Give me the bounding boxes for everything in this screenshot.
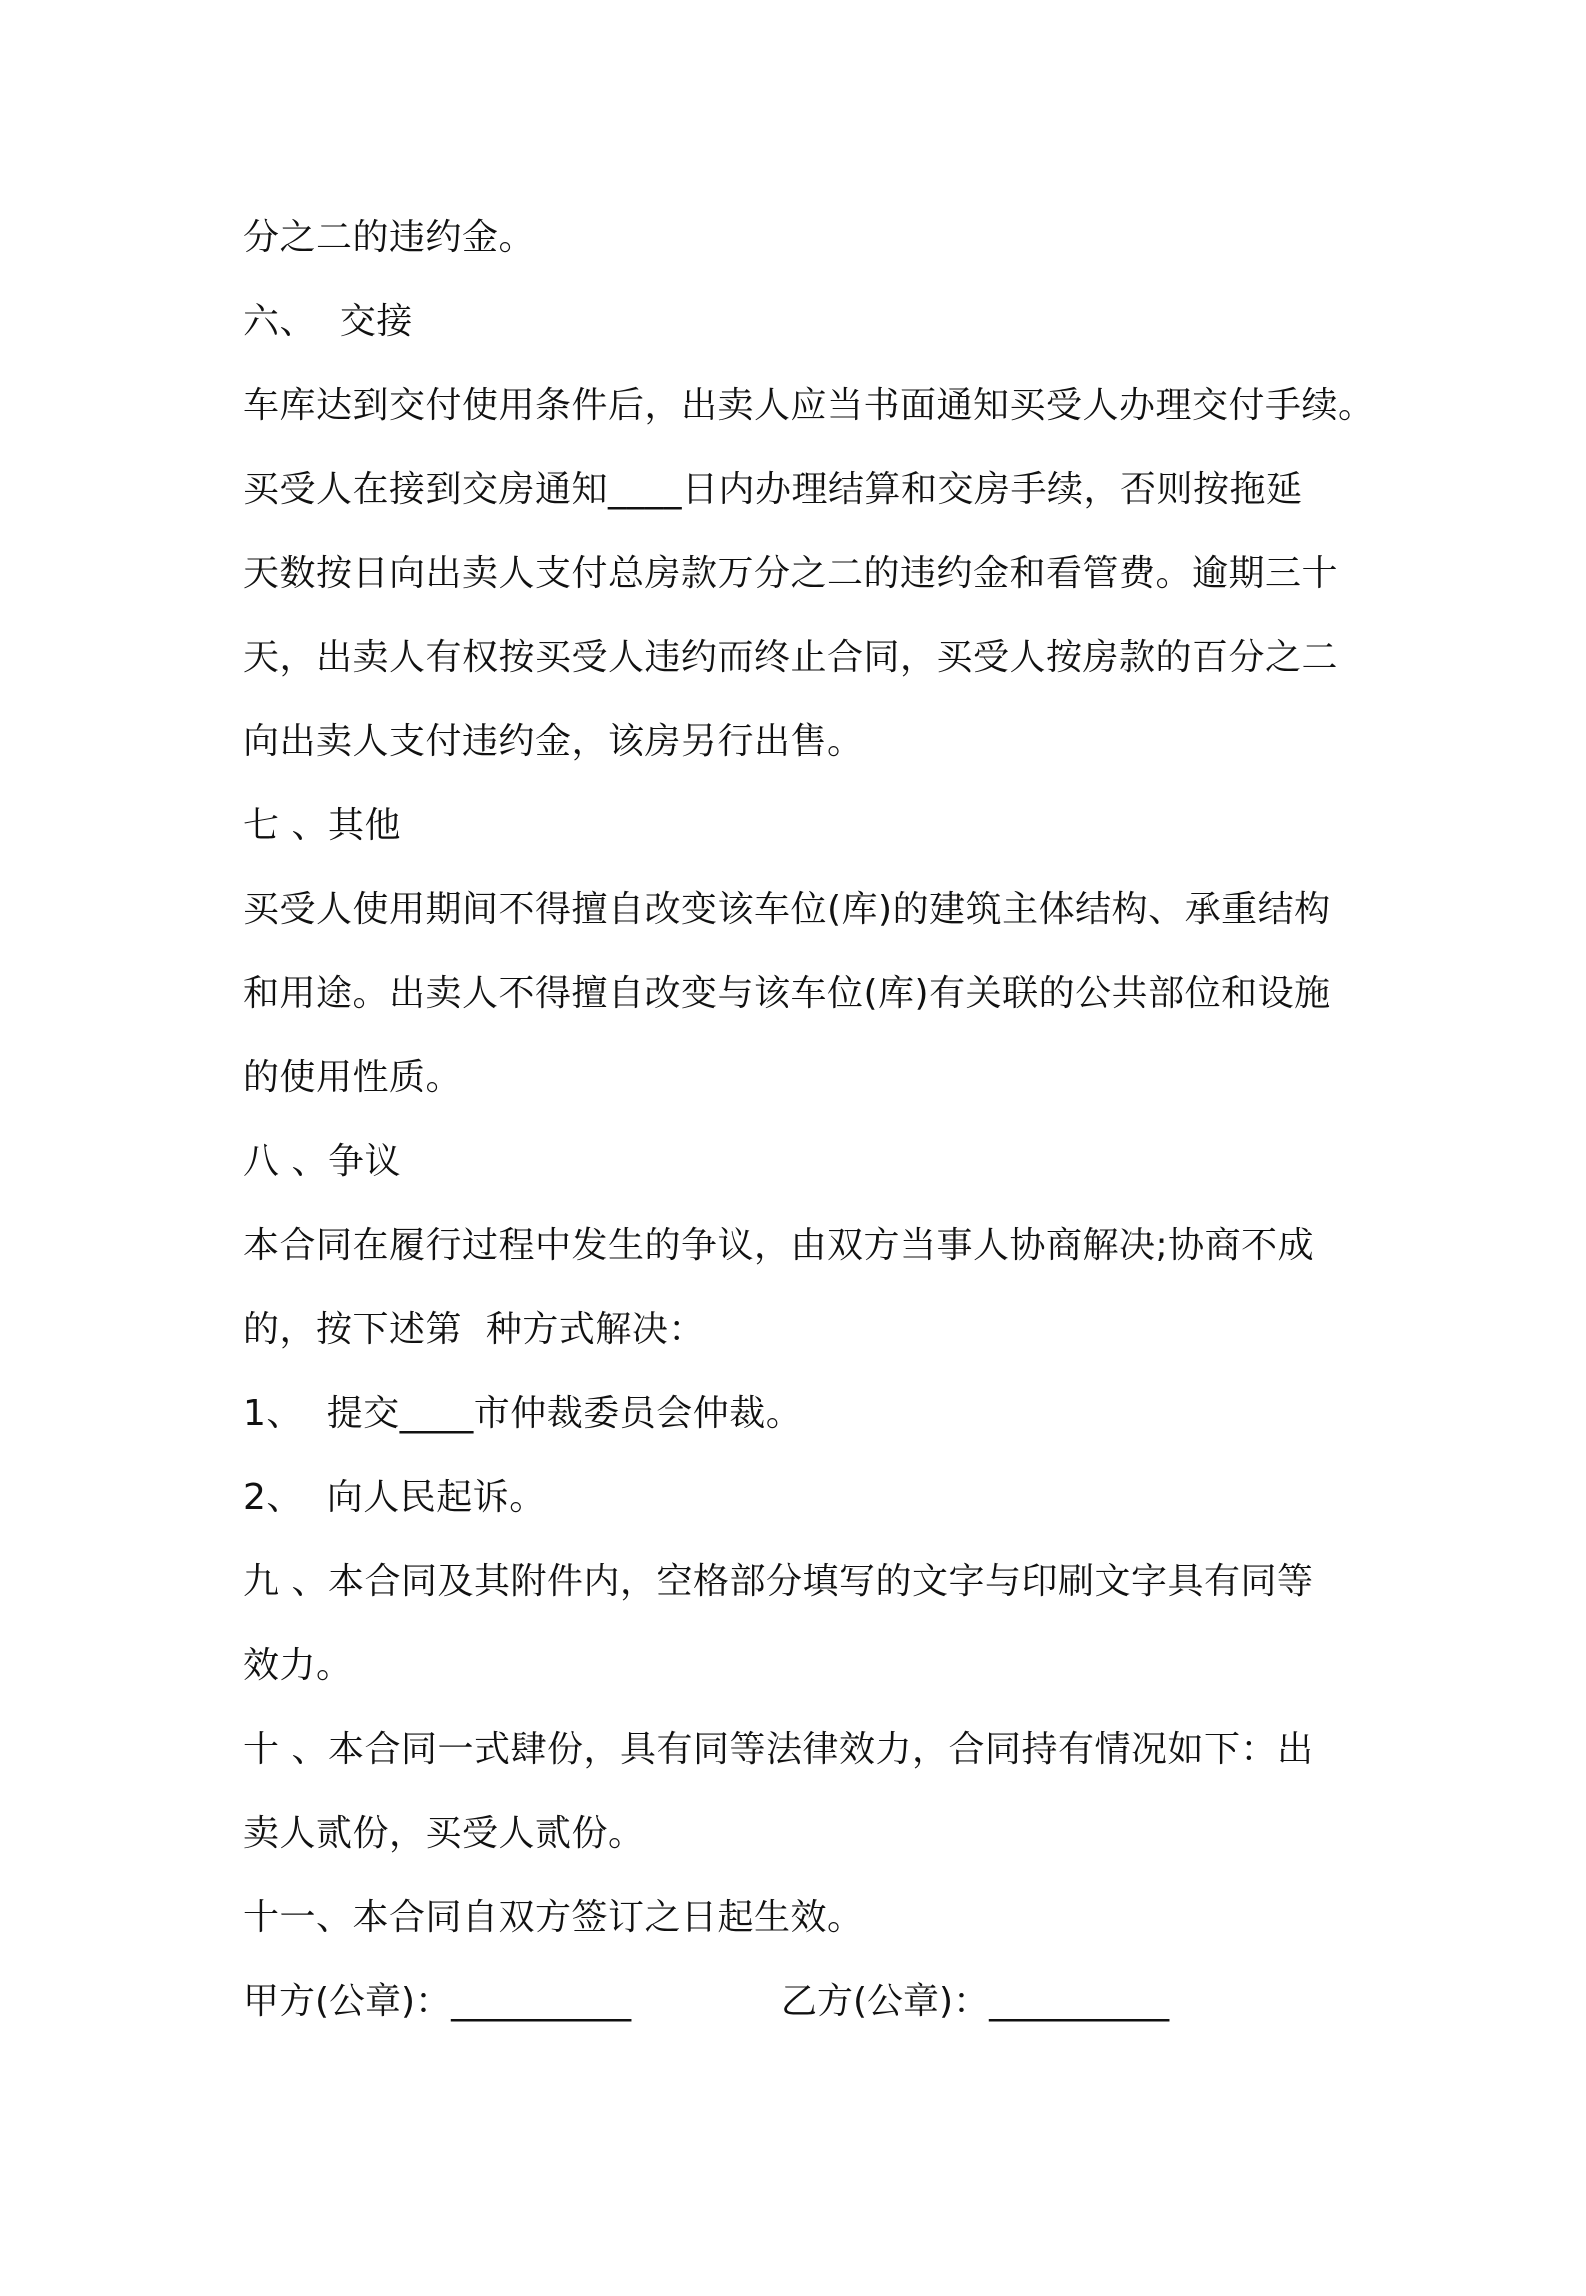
- text-line: 本合同在履行过程中发生的争议，由双方当事人协商解决;协商不成: [243, 1225, 1315, 1266]
- section-heading-dispute: 八 、争议: [243, 1141, 401, 1182]
- text-line: 天，出卖人有权按买受人违约而终止合同，买受人按房款的百分之二: [243, 637, 1339, 678]
- list-item-arbitration: 1、 提交____市仲裁委员会仲裁。: [243, 1393, 803, 1434]
- section-heading-other: 七 、其他: [243, 805, 401, 846]
- text-line: 车库达到交付使用条件后，出卖人应当书面通知买受人办理交付手续。: [243, 385, 1375, 426]
- section-heading-blanks: 九 、本合同及其附件内，空格部分填写的文字与印刷文字具有同等: [243, 1561, 1314, 1602]
- text-line: 买受人使用期间不得擅自改变该车位(库)的建筑主体结构、承重结构: [243, 889, 1331, 930]
- text-line: 的使用性质。: [243, 1057, 463, 1098]
- text-line: 卖人贰份，买受人贰份。: [243, 1813, 645, 1854]
- text-line: 向出卖人支付违约金，该房另行出售。: [243, 721, 864, 762]
- section-heading-handover: 六、 交接: [243, 301, 413, 342]
- text-line: 天数按日向出卖人支付总房款万分之二的违约金和看管费。逾期三十: [243, 553, 1339, 594]
- text-line: 的，按下述第 种方式解决：: [243, 1309, 705, 1350]
- list-item-lawsuit: 2、 向人民起诉。: [243, 1477, 546, 1518]
- party-a-signature: 甲方(公章)：__________: [243, 1981, 632, 2022]
- section-heading-copies: 十 、本合同一式肆份，具有同等法律效力，合同持有情况如下：出: [243, 1729, 1314, 1770]
- text-line: 分之二的违约金。: [243, 217, 536, 258]
- document-body: [243, 196, 1373, 2044]
- section-heading-effective: 十一、本合同自双方签订之日起生效。: [243, 1897, 864, 1938]
- text-line: 买受人在接到交房通知____日内办理结算和交房手续，否则按拖延: [243, 469, 1303, 510]
- text-line: 和用途。出卖人不得擅自改变与该车位(库)有关联的公共部位和设施: [243, 973, 1331, 1014]
- signature-row: [243, 1960, 1373, 2044]
- text-line: 效力。: [243, 1645, 353, 1686]
- party-b-signature: 乙方(公章)：__________: [781, 1981, 1170, 2022]
